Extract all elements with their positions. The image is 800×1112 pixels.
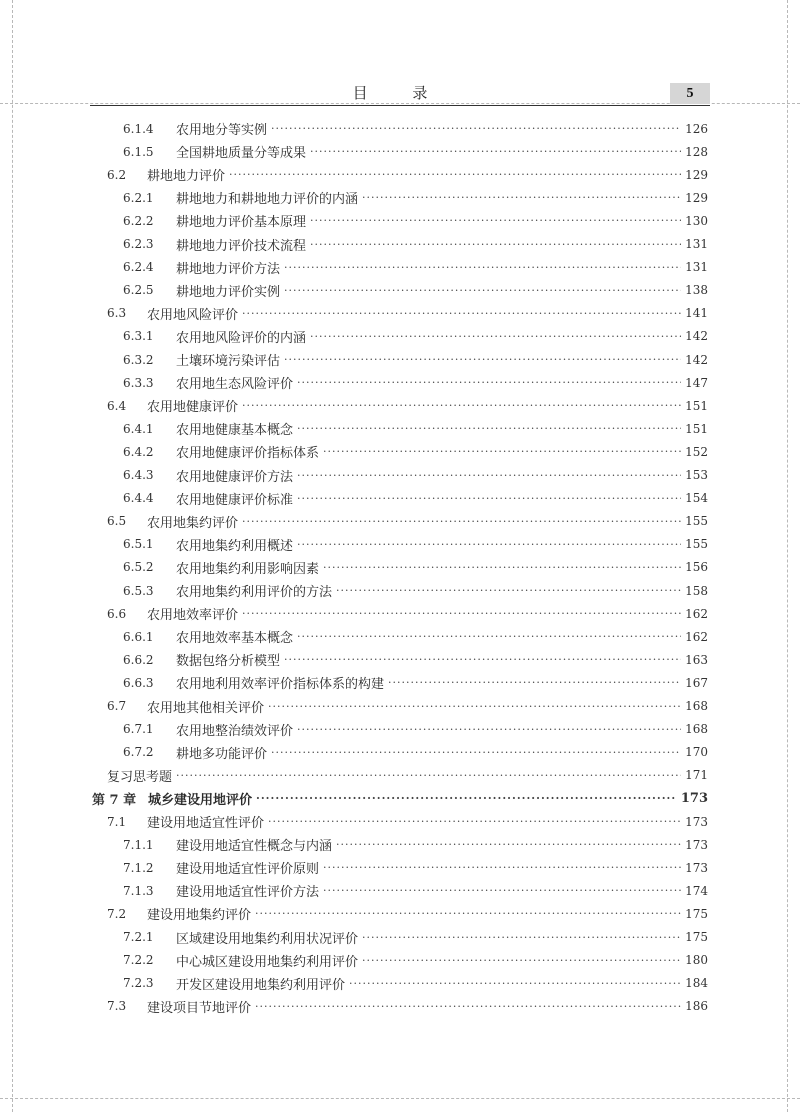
toc-leader-dots	[297, 625, 681, 648]
toc-entry[interactable]	[123, 671, 708, 694]
toc-entry-page: 152	[685, 444, 708, 459]
toc-leader-dots	[229, 163, 681, 186]
toc-leader-dots	[336, 833, 681, 856]
toc-entry[interactable]	[123, 972, 708, 995]
toc-entry-page: 141	[685, 306, 708, 321]
toc-leader-dots	[336, 579, 681, 602]
toc-entry-page: 162	[685, 629, 708, 644]
toc-leader-dots	[388, 671, 681, 694]
toc-entry-number: 6.2.1	[123, 190, 154, 205]
toc-entry-title: 耕地地力评价实例	[176, 284, 281, 300]
toc-entry-number: 7.1.2	[123, 860, 154, 875]
toc-entry[interactable]	[123, 741, 708, 764]
toc-entry-title: 农用地风险评价	[147, 307, 239, 323]
toc-entry-number: 7.1.1	[123, 837, 154, 852]
toc-entry-page: 171	[685, 768, 708, 783]
toc-entry[interactable]	[107, 302, 708, 325]
toc-entry-page: 167	[685, 675, 708, 690]
toc-entry-number: 6.7	[107, 699, 127, 713]
toc-leader-dots	[310, 233, 681, 256]
toc-entry[interactable]	[123, 556, 708, 579]
toc-leader-dots	[284, 648, 681, 671]
toc-entry-title: 建设用地适宜性评价方法	[176, 885, 320, 901]
toc-leader-dots	[362, 926, 681, 949]
toc-entry-title: 农用地健康基本概念	[176, 423, 294, 439]
toc-entry[interactable]	[123, 464, 708, 487]
toc-entry-number: 6.4.3	[123, 468, 154, 482]
toc-entry[interactable]	[123, 186, 708, 209]
toc-entry-page: 180	[685, 953, 708, 968]
toc-entry[interactable]	[107, 764, 708, 787]
toc-entry[interactable]	[123, 949, 708, 972]
toc-entry-page: 162	[685, 606, 708, 621]
toc-entry-number: 6.4.1	[123, 421, 154, 436]
toc-leader-dots	[271, 741, 681, 764]
toc-entry-number: 7.3	[107, 999, 127, 1014]
toc-entry-page: 168	[685, 722, 708, 737]
toc-entry-number: 6.7.1	[123, 722, 154, 737]
toc-entry-page: 155	[685, 537, 708, 552]
toc-entry[interactable]	[123, 279, 708, 302]
toc-entry-page: 129	[685, 167, 708, 182]
toc-leader-dots	[268, 695, 681, 718]
toc-entry-title: 中心城区建设用地集约利用评价	[176, 954, 359, 970]
toc-entry-page: 130	[685, 213, 708, 228]
toc-entry[interactable]	[123, 487, 708, 510]
toc-entry[interactable]	[123, 348, 708, 371]
toc-leader-dots	[310, 140, 681, 163]
toc-entry[interactable]	[123, 648, 708, 671]
toc-entry-page: 126	[685, 121, 708, 136]
toc-entry[interactable]	[123, 209, 708, 232]
toc-leader-dots	[310, 325, 681, 348]
header-rule	[90, 105, 710, 106]
toc-entry-page: 131	[685, 237, 708, 251]
toc-entry-title: 全国耕地质量分等成果	[176, 146, 307, 162]
toc-entry-title: 农用地利用效率评价指标体系的构建	[176, 677, 385, 693]
toc-leader-dots	[268, 810, 681, 833]
toc-leader-dots	[297, 371, 681, 394]
toc-leader-dots	[297, 417, 681, 440]
toc-entry-page: 175	[685, 906, 708, 921]
toc-entry-title: 建设用地集约评价	[147, 908, 252, 924]
toc-entry-number: 6.2	[107, 167, 127, 182]
toc-entry-title: 耕地地力评价基本原理	[176, 215, 307, 231]
toc-entry-title: 城乡建设用地评价	[148, 792, 253, 808]
toc-entry[interactable]	[107, 695, 708, 718]
toc-entry-page: 142	[685, 329, 708, 344]
toc-entry-number: 6.5.1	[123, 537, 154, 552]
toc-entry-page: 131	[685, 260, 708, 275]
toc-entry-page: 173	[685, 814, 708, 829]
toc-entry-title: 农用地健康评价	[147, 400, 239, 416]
toc-entry-number: 6.4	[107, 398, 127, 413]
toc-entry-page: 158	[685, 583, 708, 598]
toc-entry[interactable]	[123, 879, 708, 902]
toc-entry-page: 173	[685, 860, 708, 875]
toc-entry-number: 6.6	[107, 606, 127, 621]
toc-leader-dots	[297, 533, 681, 556]
toc-leader-dots	[255, 902, 681, 925]
toc-entry-title: 复习思考题	[107, 769, 173, 785]
toc-entry-number: 7.1	[107, 814, 127, 829]
toc-leader-dots	[284, 279, 681, 302]
toc-entry[interactable]	[123, 233, 708, 256]
toc-entry-title: 农用地集约利用概述	[176, 538, 294, 554]
toc-entry-title: 农用地其他相关评价	[147, 700, 265, 716]
toc-entry[interactable]	[107, 995, 708, 1018]
toc-entry-number: 6.3.3	[123, 375, 154, 390]
toc-entry[interactable]	[123, 371, 708, 394]
toc-entry-title: 开发区建设用地集约利用评价	[176, 977, 346, 993]
toc-entry[interactable]	[123, 579, 708, 602]
toc-entry-title: 耕地地力和耕地地力评价的内涵	[176, 192, 359, 208]
toc-entry-number: 6.4.2	[123, 444, 154, 459]
toc-entry[interactable]	[123, 140, 708, 163]
toc-entry-title: 建设用地适宜性概念与内涵	[176, 839, 333, 855]
toc-entry-title: 建设项目节地评价	[147, 1000, 252, 1016]
toc-entry[interactable]	[123, 856, 708, 879]
toc-entry-number: 7.2	[107, 906, 127, 921]
crop-mark-right	[787, 0, 788, 1112]
toc-leader-dots	[310, 209, 681, 232]
toc-entry-page: 153	[685, 468, 708, 482]
toc-entry-title: 农用地风险评价的内涵	[176, 330, 307, 346]
toc-entry[interactable]	[123, 256, 708, 279]
toc-entry-page: 173	[680, 790, 708, 806]
toc-entry-title: 农用地健康评价标准	[176, 492, 294, 508]
toc-entry-page: 154	[685, 491, 708, 506]
toc-entry-number: 6.6.3	[123, 675, 154, 690]
crop-mark-bottom	[0, 1098, 800, 1099]
toc-entry-page: 147	[685, 375, 708, 390]
toc-leader-dots	[349, 972, 681, 995]
crop-mark-left	[12, 0, 13, 1112]
toc-leader-dots	[323, 440, 681, 463]
toc-entry-page: 175	[685, 930, 708, 944]
toc-entry-number: 7.2.3	[123, 976, 154, 991]
toc-entry-number: 6.7.2	[123, 745, 154, 760]
toc-entry-number: 6.5.3	[123, 583, 154, 598]
toc-entry-number: 第 7 章	[92, 792, 137, 808]
toc-entry-title: 农用地集约利用评价的方法	[176, 585, 333, 600]
toc-leader-dots	[255, 995, 681, 1018]
toc-leader-dots	[362, 949, 681, 972]
toc-entry[interactable]	[123, 833, 708, 856]
toc-entry-title: 数据包络分析模型	[176, 654, 281, 670]
toc-leader-dots	[271, 117, 681, 140]
toc-entry[interactable]	[123, 117, 708, 140]
toc-leader-dots	[284, 256, 681, 279]
toc-entry[interactable]	[107, 810, 708, 833]
toc-entry-number: 6.2.5	[123, 283, 154, 298]
toc-entry[interactable]	[123, 926, 708, 949]
toc-entry-number: 6.2.2	[123, 213, 154, 228]
toc-entry[interactable]	[123, 718, 708, 741]
toc-entry[interactable]	[107, 510, 708, 533]
toc-entry-number: 7.2.1	[123, 930, 154, 944]
toc-entry-page: 184	[685, 976, 708, 991]
toc-entry-page: 151	[685, 421, 708, 436]
toc-entry[interactable]	[107, 163, 708, 186]
toc-entry-title: 农用地健康评价指标体系	[176, 446, 320, 462]
toc-entry-number: 6.2.3	[123, 237, 154, 251]
toc-entry[interactable]	[123, 625, 708, 648]
toc-entry-page: 163	[685, 652, 708, 667]
toc-entry-page: 142	[685, 352, 708, 367]
page-number-badge: 5	[670, 83, 710, 104]
toc-entry-title: 农用地健康评价方法	[176, 469, 294, 485]
toc-leader-dots	[323, 556, 681, 579]
toc-entry-number: 6.3	[107, 306, 127, 321]
toc-entry-title: 农用地效率基本概念	[176, 631, 294, 647]
toc-entry-title: 农用地集约利用影响因素	[176, 561, 320, 577]
toc-entry[interactable]	[123, 325, 708, 348]
toc-entry-page: 173	[685, 837, 708, 852]
toc-leader-dots	[297, 464, 681, 487]
toc-entry-page: 168	[685, 699, 708, 713]
toc-entry-page: 174	[685, 883, 708, 898]
toc-entry-number: 6.3.2	[123, 352, 154, 367]
toc-leader-dots	[284, 348, 681, 371]
toc-leader-dots	[256, 787, 677, 810]
toc-entry-number: 6.6.2	[123, 652, 154, 667]
toc-entry-title: 建设用地适宜性评价原则	[176, 862, 320, 878]
toc-entry-number: 6.2.4	[123, 260, 154, 275]
toc-leader-dots	[242, 394, 681, 417]
toc-leader-dots	[242, 602, 681, 625]
toc-entry-title: 区域建设用地集约利用状况评价	[176, 931, 359, 947]
toc-entry[interactable]	[107, 902, 708, 925]
toc-entry-title: 耕地地力评价	[147, 169, 226, 185]
toc-entry-number: 6.6.1	[123, 629, 154, 644]
toc-entry-page: 170	[685, 745, 708, 760]
toc-entry[interactable]	[123, 533, 708, 556]
toc-entry-page: 128	[685, 144, 708, 159]
toc-leader-dots	[176, 764, 681, 787]
page-header-title: 目 录	[352, 84, 448, 102]
toc-entry-page: 151	[685, 398, 708, 413]
toc-entry-title: 耕地多功能评价	[176, 746, 268, 762]
toc-entry[interactable]	[107, 394, 708, 417]
toc-entry-page: 129	[685, 190, 708, 205]
toc-entry-title: 农用地整治绩效评价	[176, 723, 294, 739]
toc-entry-title: 农用地分等实例	[176, 123, 268, 138]
toc-entry-title: 农用地生态风险评价	[176, 377, 294, 393]
toc-entry-number: 7.2.2	[123, 953, 154, 968]
toc-leader-dots	[362, 186, 681, 209]
toc-entry-number: 6.4.4	[123, 491, 154, 506]
toc-entry-title: 农用地集约评价	[147, 515, 239, 531]
toc-entry-title: 建设用地适宜性评价	[147, 816, 265, 831]
toc-entry-number: 6.5.2	[123, 560, 154, 575]
toc-leader-dots	[297, 718, 681, 741]
toc-leader-dots	[242, 510, 681, 533]
toc-entry-page: 138	[685, 283, 708, 298]
toc-entry-title: 耕地地力评价技术流程	[176, 238, 307, 254]
toc-leader-dots	[242, 302, 681, 325]
toc-entry-title: 土壤环境污染评估	[176, 354, 281, 369]
toc-entry-number: 6.3.1	[123, 329, 154, 344]
toc-entry-title: 农用地效率评价	[147, 608, 239, 624]
toc-entry-title: 耕地地力评价方法	[176, 261, 281, 277]
toc-entry-number: 7.1.3	[123, 883, 154, 898]
toc-leader-dots	[323, 879, 681, 902]
toc-entry[interactable]	[123, 417, 708, 440]
toc-entry[interactable]	[107, 602, 708, 625]
toc-entry[interactable]	[123, 440, 708, 463]
toc-entry-page: 186	[685, 999, 708, 1014]
toc-chapter-entry[interactable]	[92, 787, 708, 810]
toc-entry-number: 6.1.4	[123, 121, 154, 136]
toc-entry-page: 156	[685, 560, 708, 575]
toc-entry-number: 6.5	[107, 514, 127, 529]
toc-entry-number: 6.1.5	[123, 144, 154, 159]
toc-leader-dots	[297, 487, 681, 510]
toc-entry-page: 155	[685, 514, 708, 529]
toc-leader-dots	[323, 856, 681, 879]
